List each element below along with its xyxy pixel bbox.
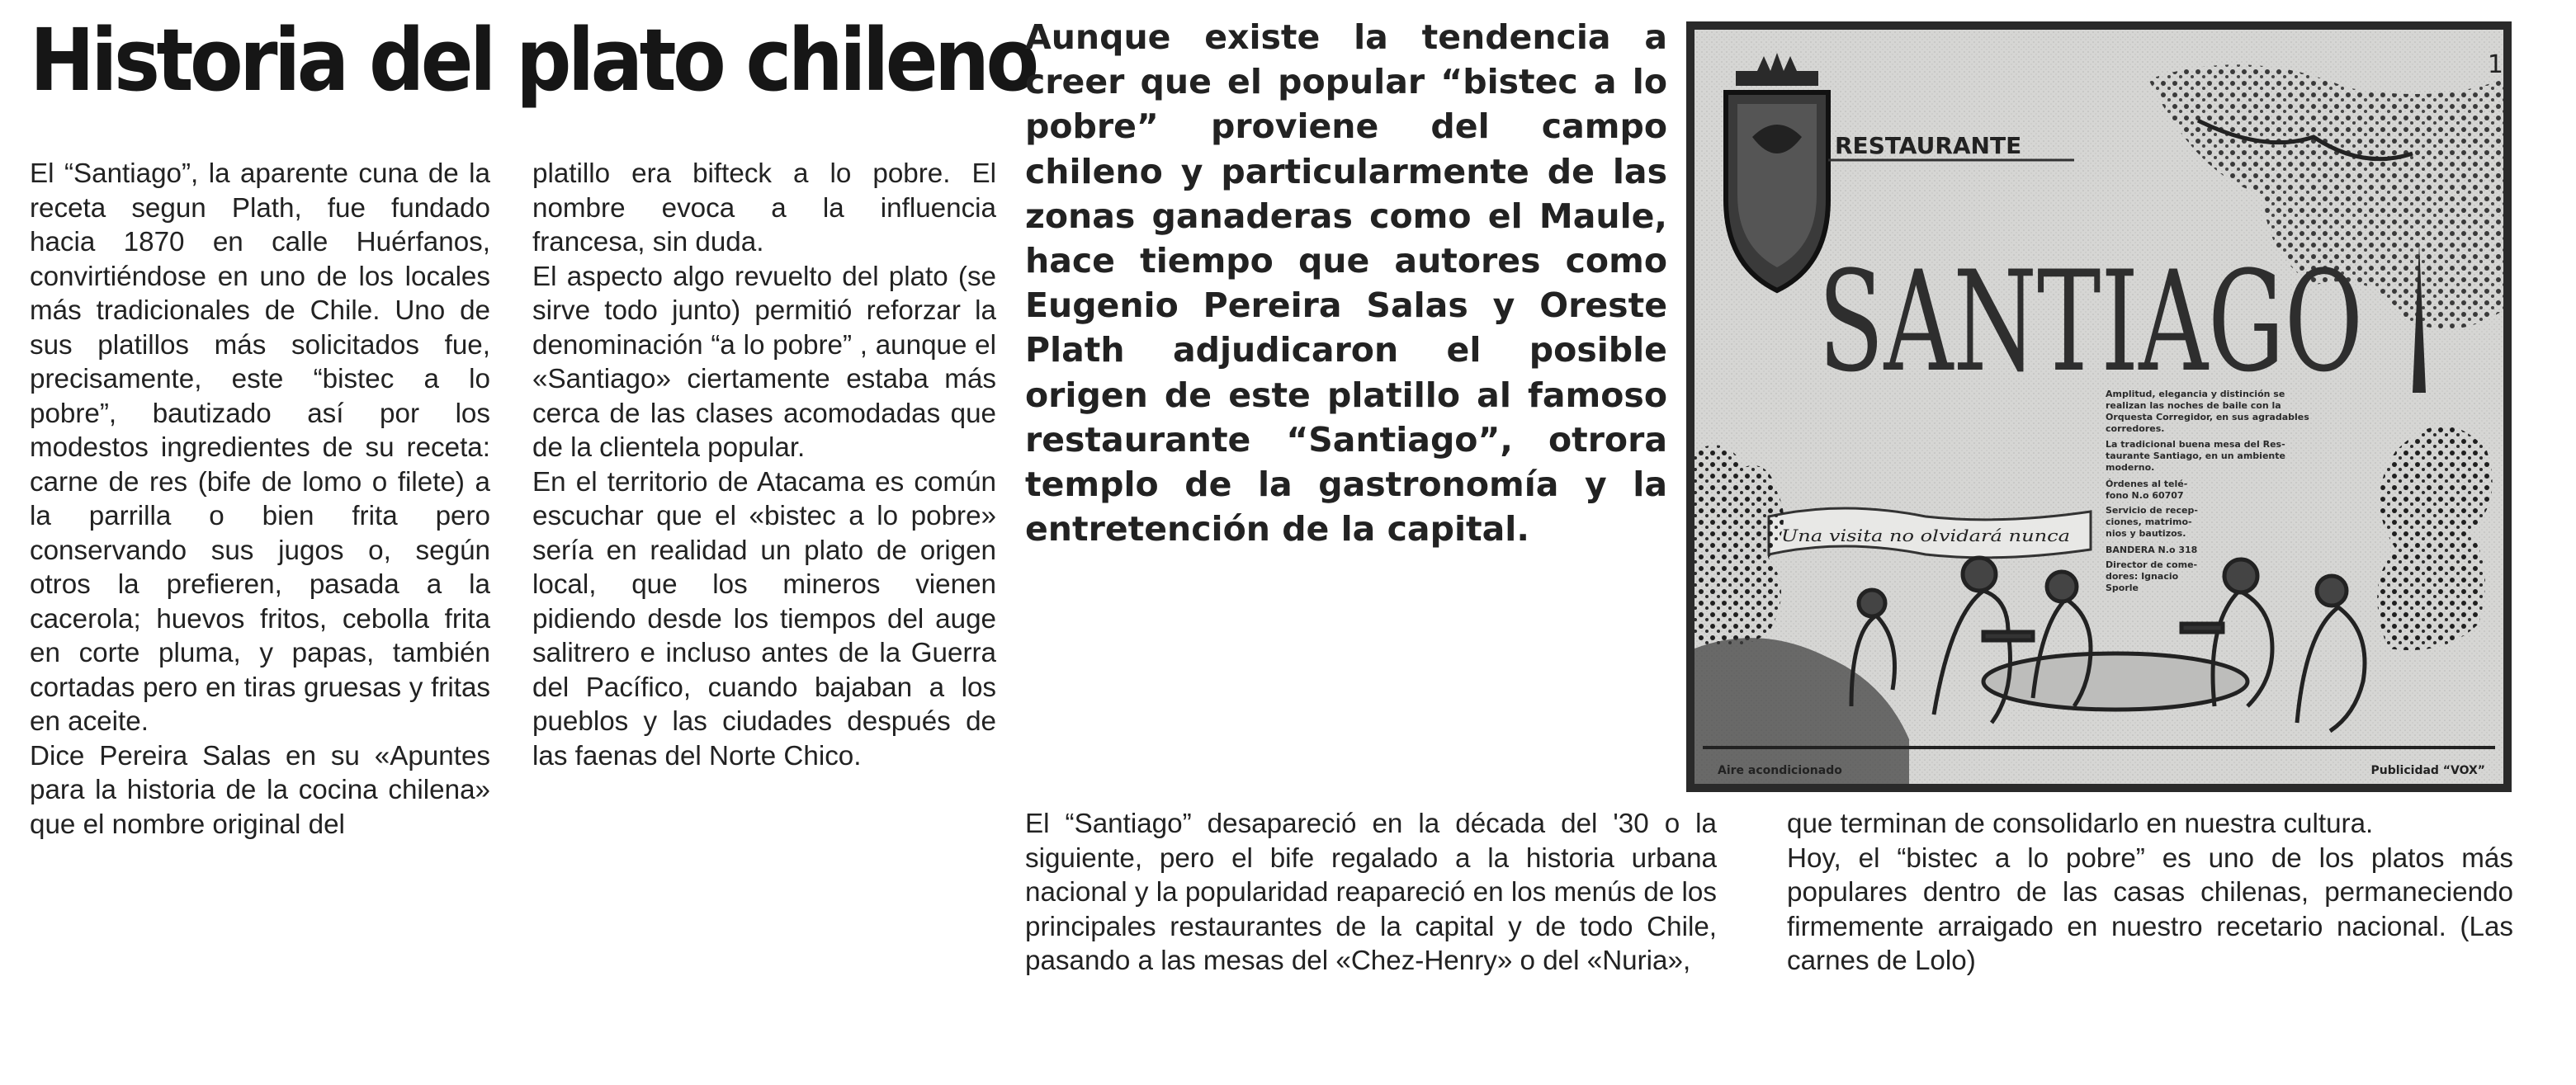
advert-info-line: Orquesta Corregidor, en sus agradables xyxy=(2106,412,2309,422)
advert-info-line: Órdenes al telé- xyxy=(2106,479,2188,489)
advert-info-line: Director de come- xyxy=(2106,559,2198,570)
advert-info-line: La tradicional buena mesa del Res- xyxy=(2106,439,2285,450)
advert-info-line: nios y bautizos. xyxy=(2106,528,2186,539)
advert-footer-right: Publicidad “VOX” xyxy=(2370,764,2485,777)
advert-script-line: Una visita no olvidará nunca xyxy=(1781,526,2070,545)
paragraph: Dice Pereira Salas en su «Apuntes para la historia de la cocina chilena» que el nombre original del xyxy=(30,740,490,840)
lead-paragraph: Aunque existe la tendencia a creer que el popular “bistec a lo pobre” proviene del campo chileno y particularmente de las zonas ganaderas como el Maule, hace tiempo que autores como Eugenio Pereira Salas y Oreste Plath adjudicaron el posible origen de este platillo al famoso restaurante “Santiago”, otrora templo de la gastronomía y la entretención de la capital. xyxy=(1025,17,1667,550)
advert-info-line: BANDERA N.o 318 xyxy=(2106,545,2198,555)
paragraph: Hoy, el “bistec a lo pobre” es uno de los platos más populares dentro de las casas chilenas, permaneciendo firmemente arraigado en nuestro recetario nacional. (Las carnes de Lolo) xyxy=(1787,842,2513,976)
advert-info-line: Servicio de recep- xyxy=(2106,505,2198,516)
paragraph: El “Santiago” desapareció en la década del '30 o la siguiente, pero el bife regalado a la historia urbana nacional y la popularidad reapareció en los menús de los principales restaurantes de la capital y de todo Chile, pasando a las mesas del «Chez-Henry» o del «Nuria», xyxy=(1025,809,1717,976)
paragraph: que terminan de consolidarlo en nuestra cultura. xyxy=(1787,809,2374,839)
article-column-2 xyxy=(532,157,996,773)
advert-info-line: fono N.o 60707 xyxy=(2106,490,2184,501)
advert-info-line: dores: Ignacio xyxy=(2106,571,2179,582)
advert-info-line: moderno. xyxy=(2106,462,2155,473)
headline: Historia del plato chileno xyxy=(30,10,1036,111)
paragraph: platillo era bifteck a lo pobre. El nombre evoca a la influencia francesa, sin duda. xyxy=(532,158,996,257)
advertisement-image xyxy=(1686,21,2512,792)
advert-footer-left: Aire acondicionado xyxy=(1718,764,1842,777)
advert-info-line: ciones, matrimo- xyxy=(2106,517,2192,527)
paragraph: El aspecto algo revuelto del plato (se sirve todo junto) permitió reforzar la denominación “a lo pobre” , aunque el «Santiago» ciertamente estaba más cerca de las clases acomodadas que de la clientela popular. xyxy=(532,261,996,463)
restaurant-advertisement xyxy=(1686,21,2512,792)
advert-info-line: realizan las noches de baile con la xyxy=(2106,400,2281,411)
advert-restaurant-name: SANTIAGO xyxy=(1818,241,2363,403)
article-column-4 xyxy=(1787,807,2513,979)
advert-info-line: Amplitud, elegancia y distinción se xyxy=(2106,389,2285,399)
advert-info-line: Sporle xyxy=(2106,583,2139,593)
paragraph: En el territorio de Atacama es común escuchar que el «bistec a lo pobre» sería en realidad un plato de origen local, que los mineros vienen pidiendo desde los tiempos del auge salitrero e incluso antes de la Guerra del Pacífico, cuando bajaban a los pueblos y las ciudades después de las faenas del Norte Chico. xyxy=(532,466,996,771)
advert-label: RESTAURANTE xyxy=(1835,132,2022,159)
advert-corner-number: 1 xyxy=(2487,50,2503,79)
advert-info-line: taurante Santiago, en un ambiente xyxy=(2106,451,2285,461)
article-column-3 xyxy=(1025,807,1717,979)
article-column-1 xyxy=(30,157,490,842)
advert-info-line: corredores. xyxy=(2106,423,2165,434)
paragraph: El “Santiago”, la aparente cuna de la receta segun Plath, fue fundado hacia 1870 en calle Huérfanos, convirtiéndose en uno de los locales más tradicionales de Chile. Uno de sus platillos más solicitados fue, precisamente, este “bistec a lo pobre”, bautizado así por los modestos ingredientes de su receta: carne de res (bife de lomo o filete) a la parrilla o bien frita pero conservando sus jugos o, según otros la prefieren, pasada a la cacerola; huevos fritos, cebolla frita en corte pluma, y papas, también cortadas pero en tiras gruesas y fritas en aceite. xyxy=(30,158,490,737)
